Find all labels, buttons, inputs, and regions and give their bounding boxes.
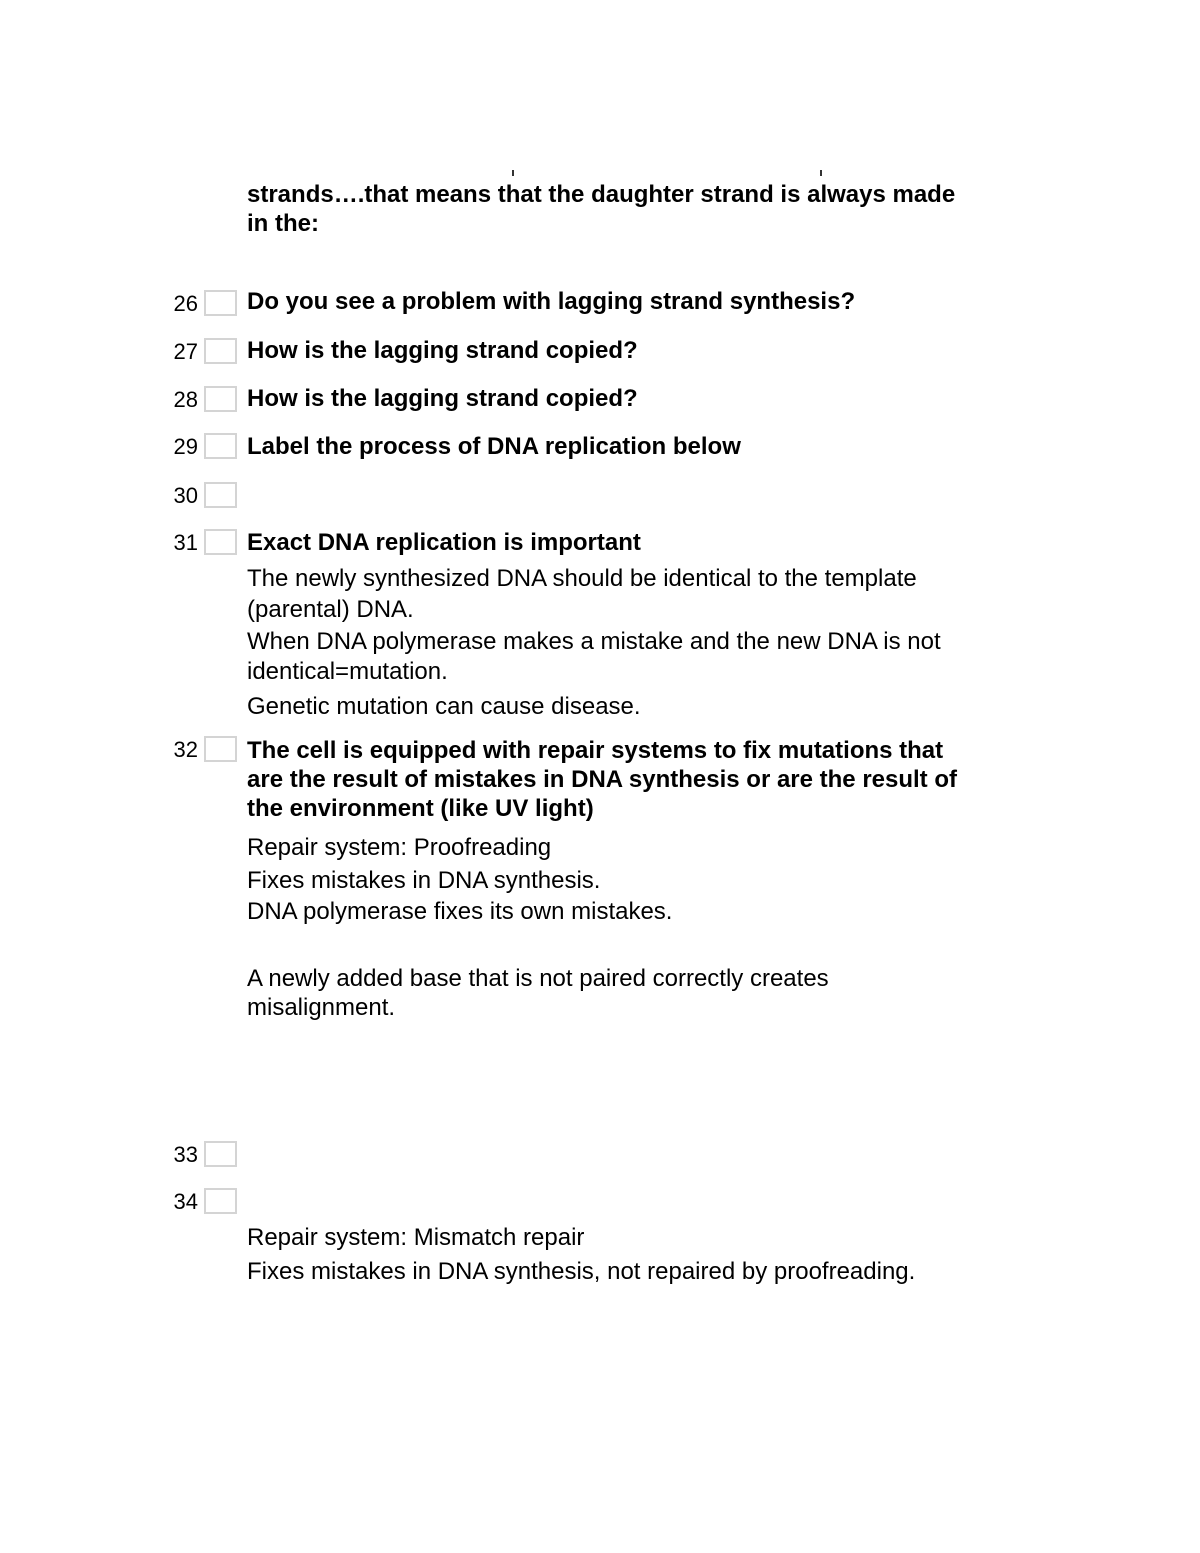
body-line: A newly added base that is not paired correctly creates bbox=[247, 965, 829, 992]
body-line: Fixes mistakes in DNA synthesis. bbox=[247, 867, 601, 894]
cut-off-mark bbox=[820, 170, 822, 176]
slide-number: 26 bbox=[173, 291, 198, 316]
slide-number: 28 bbox=[173, 387, 198, 412]
body-line: Fixes mistakes in DNA synthesis, not repaired by proofreading. bbox=[247, 1258, 916, 1285]
body-line: Repair system: Proofreading bbox=[247, 834, 552, 861]
intro-line-2: in the: bbox=[247, 210, 319, 237]
body-line: The newly synthesized DNA should be identical to the template bbox=[247, 565, 917, 592]
slide-number: 33 bbox=[173, 1142, 198, 1167]
body-line: misalignment. bbox=[247, 994, 396, 1021]
body-line: Genetic mutation can cause disease. bbox=[247, 693, 641, 720]
item-title: Exact DNA replication is important bbox=[247, 529, 641, 556]
slide-checkbox[interactable] bbox=[204, 482, 237, 508]
body-line: (parental) DNA. bbox=[247, 596, 414, 623]
item-title: How is the lagging strand copied? bbox=[247, 337, 638, 364]
slide-checkbox[interactable] bbox=[204, 1188, 237, 1214]
slide-number: 32 bbox=[173, 737, 198, 762]
body-line: Repair system: Mismatch repair bbox=[247, 1224, 585, 1251]
body-line: When DNA polymerase makes a mistake and the new DNA is not bbox=[247, 628, 941, 655]
cut-off-mark bbox=[512, 170, 514, 176]
item-title: Do you see a problem with lagging strand synthesis? bbox=[247, 288, 856, 315]
slide-checkbox[interactable] bbox=[204, 736, 237, 762]
item-title: How is the lagging strand copied? bbox=[247, 385, 638, 412]
slide-checkbox[interactable] bbox=[204, 386, 237, 412]
item-title: Label the process of DNA replication below bbox=[247, 433, 741, 460]
slide-number: 30 bbox=[173, 483, 198, 508]
item-title-line: The cell is equipped with repair systems to fix mutations that bbox=[247, 737, 944, 764]
slide-checkbox[interactable] bbox=[204, 1141, 237, 1167]
item-title-line: the environment (like UV light) bbox=[247, 795, 594, 822]
slide-number: 31 bbox=[173, 530, 198, 555]
slide-checkbox[interactable] bbox=[204, 529, 237, 555]
slide-number: 34 bbox=[173, 1189, 198, 1214]
slide-checkbox[interactable] bbox=[204, 433, 237, 459]
body-line: DNA polymerase fixes its own mistakes. bbox=[247, 898, 673, 925]
intro-line-1: strands….that means that the daughter strand is always made bbox=[247, 181, 956, 208]
item-title-line: are the result of mistakes in DNA synthesis or are the result of bbox=[247, 766, 957, 793]
body-line: identical=mutation. bbox=[247, 658, 448, 685]
slide-number: 27 bbox=[173, 339, 198, 364]
slide-number: 29 bbox=[173, 434, 198, 459]
slide-checkbox[interactable] bbox=[204, 338, 237, 364]
slide-checkbox[interactable] bbox=[204, 290, 237, 316]
